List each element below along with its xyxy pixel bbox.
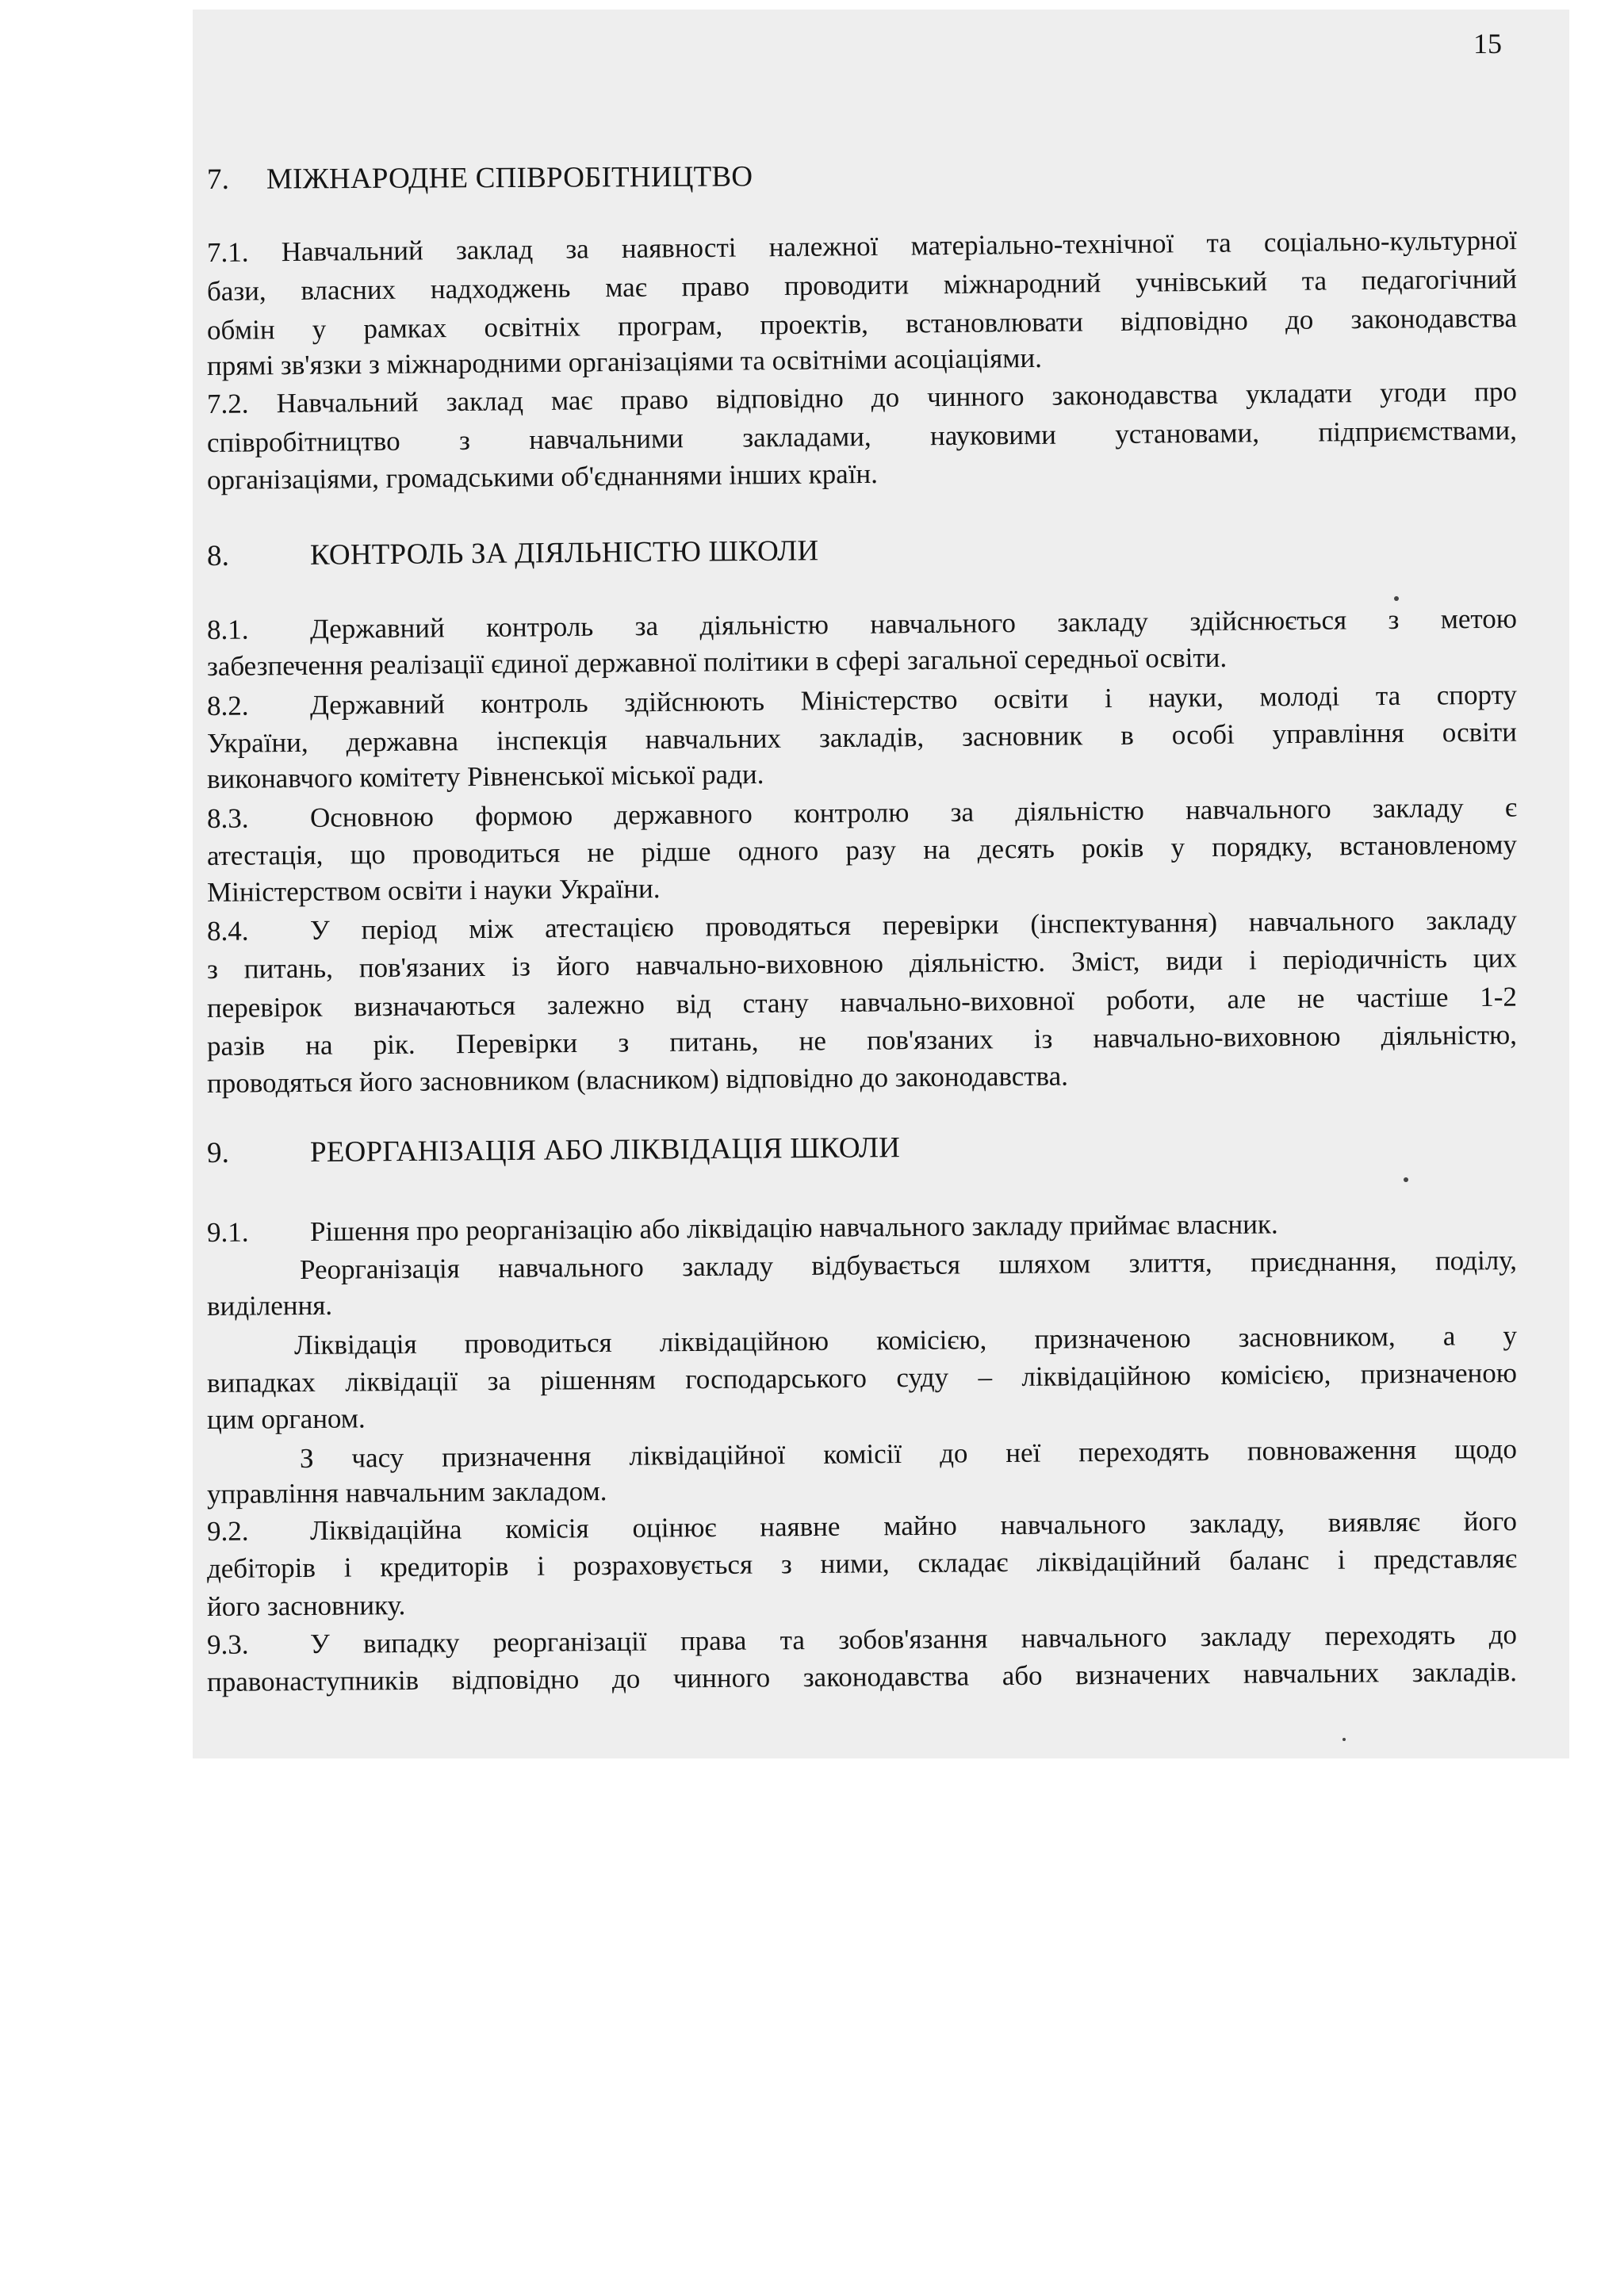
clause-text: Державний контроль за діяльністю навчального закладу здійснюється з метою bbox=[309, 603, 1518, 645]
paragraph-line: атестація, що проводиться не рідше одного разу на десять років у порядку, встановленому bbox=[206, 828, 1518, 871]
paragraph-line: дебіторів і кредиторів і розраховується з ними, складає ліквідаційний баланс і представляє bbox=[206, 1543, 1518, 1584]
paragraph-line: Ліквідація проводиться ліквідаційною комісією, призначеною засновником, а у bbox=[293, 1319, 1518, 1360]
paragraph-line: його засновнику. bbox=[206, 1590, 406, 1622]
clause-text: Ліквідаційна комісія оцінює наявне майно навчального закладу, виявляє його bbox=[309, 1506, 1518, 1546]
paragraph-line: З часу призначення ліквідаційної комісії до неї переходять повноваження щодо bbox=[299, 1433, 1518, 1474]
paragraph-line: перевірок визначаються залежно від стану навчально-виховної роботи, але не частіше 1-2 bbox=[206, 981, 1518, 1024]
paragraph-line: обмін у рамках освітніх програм, проектів, встановлювати відповідно до законодавства bbox=[206, 302, 1518, 346]
section-9-number: 9. bbox=[206, 1136, 230, 1169]
paragraph-line: 7.2. Навчальний заклад має право відповідно до чинного законодавства укладати угоди про bbox=[206, 376, 1518, 419]
paragraph-line: 7.1. Навчальний заклад за наявності належної матеріально-технічної та соціально-культурної bbox=[206, 224, 1518, 268]
scan-speck bbox=[1342, 1738, 1346, 1741]
clause-text: Державний контроль здійснюють Міністерство освіти і науки, молоді та спорту bbox=[309, 679, 1518, 721]
paragraph-line: управління навчальним закладом. bbox=[206, 1475, 607, 1510]
paragraph-line: з питань, пов'язаних із його навчально-виховною діяльністю. Зміст, види і періодичність цих bbox=[206, 942, 1518, 985]
paragraph-line: разів на рік. Перевірки з питань, не пов'язаних із навчально-виховною діяльністю, bbox=[206, 1019, 1518, 1062]
clause-number: 8.4. bbox=[206, 915, 249, 947]
clause-number: 8.1. bbox=[206, 614, 249, 645]
paragraph-line: проводяться його засновником (власником) відповідно до законодавства. bbox=[206, 1060, 1069, 1099]
section-7-heading bbox=[207, 155, 1517, 198]
page-number: 15 bbox=[1473, 28, 1502, 59]
clause-number: 8.3. bbox=[206, 802, 249, 834]
paragraph-line: випадках ліквідації за рішенням господарського суду – ліквідаційною комісією, призначеною bbox=[206, 1357, 1518, 1399]
section-8-heading bbox=[207, 527, 1517, 575]
clause-text: Основною формою державного контролю за діяльністю навчального закладу є bbox=[309, 791, 1518, 833]
paragraph-line: прямі зв'язки з міжнародними організаціями та освітніми асоціаціями. bbox=[206, 342, 1043, 381]
clause-number: 9.3. bbox=[206, 1628, 249, 1660]
paragraph-line: виділення. bbox=[206, 1289, 333, 1322]
paragraph-line: забезпечення реалізації єдиної державної політики в сфері загальної середньої освіти. bbox=[206, 641, 1228, 682]
paragraph-line: організаціями, громадськими об'єднаннями інших країн. bbox=[206, 457, 879, 496]
paragraph-line: цим органом. bbox=[206, 1402, 366, 1435]
paragraph-line: співробітництво з навчальними закладами, науковими установами, підприємствами, bbox=[206, 415, 1518, 458]
clause-text: Рішення про реорганізацію або ліквідацію навчального закладу приймає власник. bbox=[309, 1208, 1278, 1247]
paragraph-line: правонаступників відповідно до чинного законодавства або визначених навчальних закладів. bbox=[206, 1656, 1518, 1697]
scan-speck bbox=[1404, 1177, 1408, 1182]
paragraph-line: України, державна інспекція навчальних закладів, засновник в особі управління освіти bbox=[206, 716, 1518, 759]
clause-text: У випадку реорганізації права та зобов'язання навчального закладу переходять до bbox=[309, 1619, 1518, 1659]
paragraph-line: бази, власних надходжень має право проводити міжнародний учнівський та педагогічний bbox=[206, 263, 1518, 307]
paragraph-line: Міністерством освіти і науки України. bbox=[206, 873, 661, 908]
section-8-number: 8. bbox=[206, 539, 230, 572]
section-7-number: 7. bbox=[206, 163, 230, 196]
section-8-title: КОНТРОЛЬ ЗА ДІЯЛЬНІСТЮ ШКОЛИ bbox=[309, 534, 819, 572]
paragraph-line: виконавчого комітету Рівненської міської ради. bbox=[206, 758, 764, 794]
section-7-title: МІЖНАРОДНЕ СПІВРОБІТНИЦТВО bbox=[266, 160, 753, 196]
clause-number: 8.2. bbox=[206, 690, 249, 721]
section-9-title: РЕОРГАНІЗАЦІЯ АБО ЛІКВІДАЦІЯ ШКОЛИ bbox=[309, 1131, 901, 1169]
paragraph-line: Реорганізація навчального закладу відбувається шляхом злиття, приєднання, поділу, bbox=[299, 1244, 1518, 1285]
clause-text: У період між атестацією проводяться перевірки (інспектування) навчального закладу bbox=[309, 904, 1518, 946]
section-9-heading bbox=[207, 1125, 1517, 1172]
scanned-page bbox=[193, 10, 1569, 1758]
scan-speck bbox=[1394, 596, 1399, 601]
clause-number: 9.2. bbox=[206, 1515, 249, 1547]
clause-number: 9.1. bbox=[206, 1216, 249, 1248]
